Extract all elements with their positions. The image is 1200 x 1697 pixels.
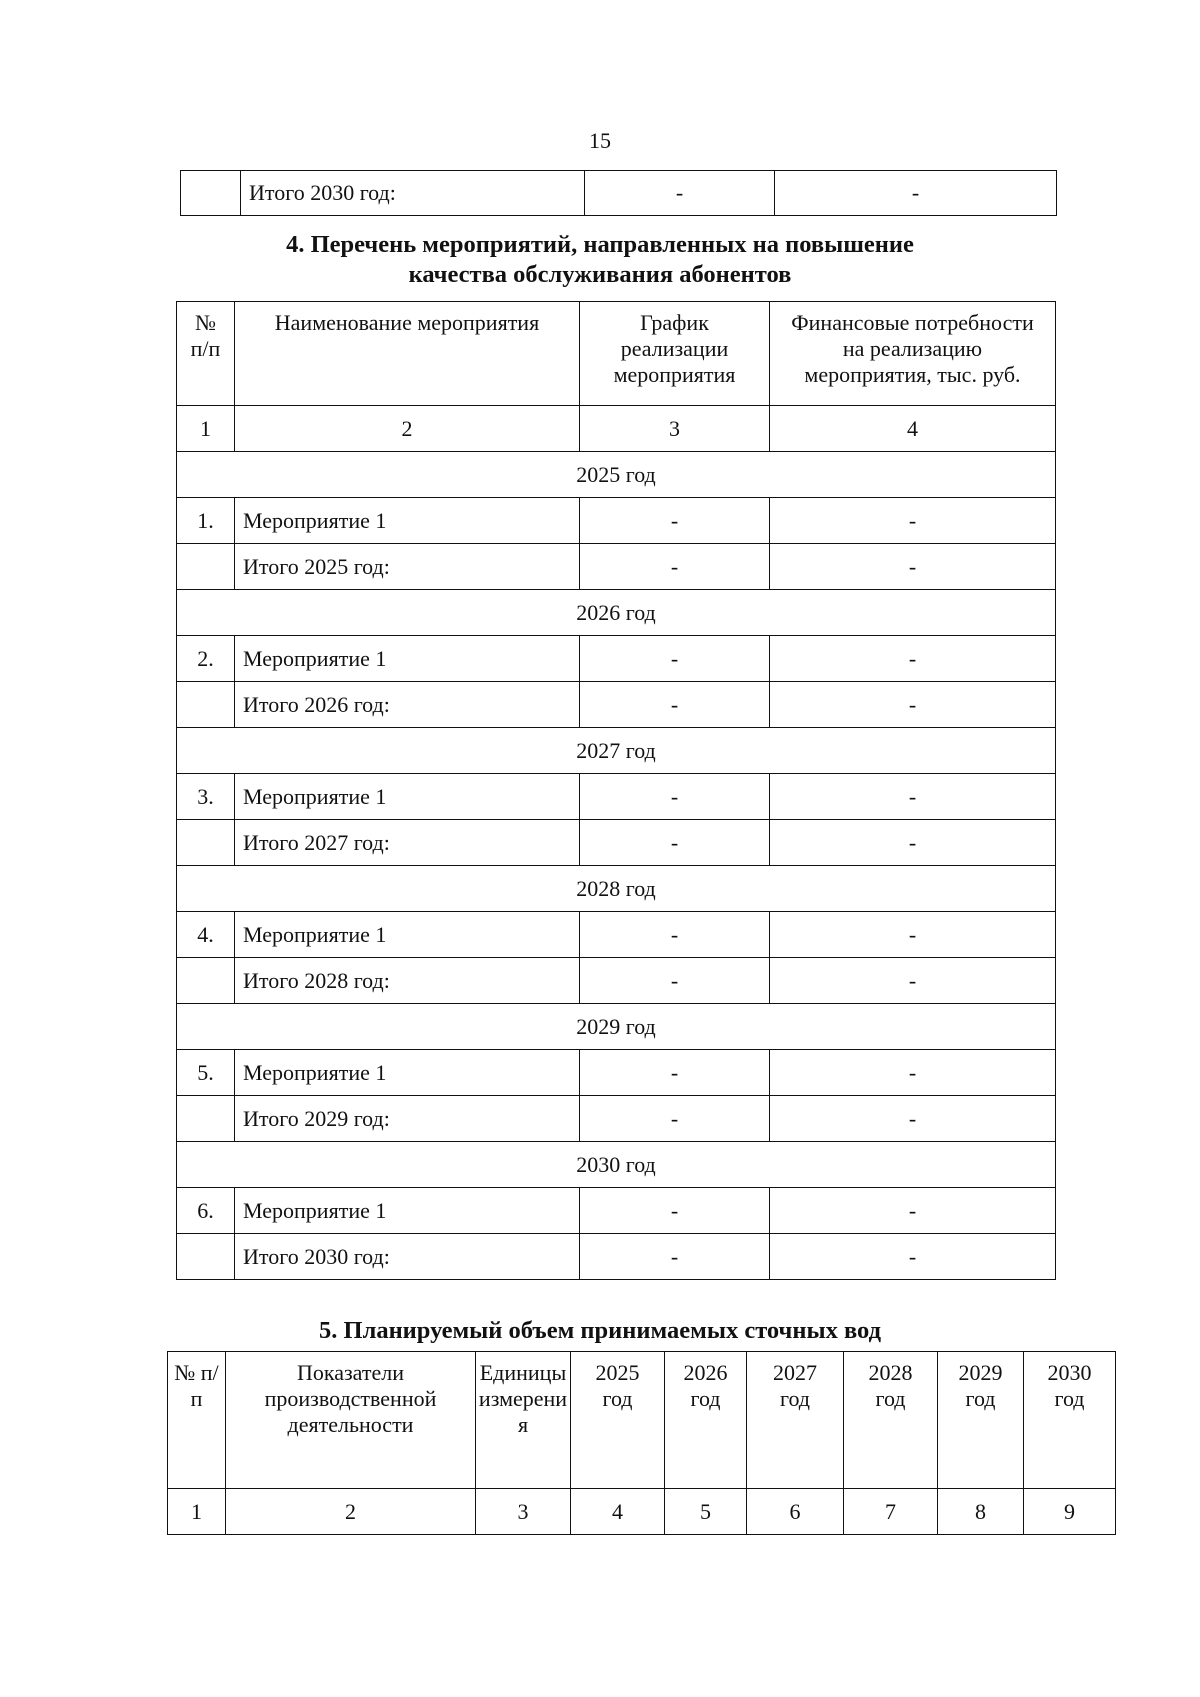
header-year: 2029 год	[938, 1352, 1024, 1489]
item-number: 4.	[177, 912, 235, 958]
item-finance: -	[770, 636, 1056, 682]
colnum: 9	[1024, 1489, 1116, 1535]
table-row	[177, 636, 1056, 682]
item-finance: -	[770, 1050, 1056, 1096]
year-row	[177, 452, 1056, 498]
year-label: 2029 год	[177, 1004, 1056, 1050]
section4-title-line2: качества обслуживания абонентов	[408, 261, 792, 288]
row-finance: -	[775, 171, 1057, 216]
item-name: Мероприятие 1	[235, 636, 580, 682]
year-row	[177, 1142, 1056, 1188]
year-label: 2025 год	[177, 452, 1056, 498]
colnum-3: 3	[580, 406, 770, 452]
colnum: 3	[476, 1489, 571, 1535]
header-year: 2028 год	[844, 1352, 938, 1489]
section5-title: 5. Планируемый объем принимаемых сточных вод	[319, 1317, 881, 1344]
year-label: 2030 год	[177, 1142, 1056, 1188]
colnum: 2	[226, 1489, 476, 1535]
year-label: 2026 год	[177, 590, 1056, 636]
total-schedule: -	[580, 682, 770, 728]
colnum: 1	[168, 1489, 226, 1535]
total-row	[177, 544, 1056, 590]
total-name: Итого 2030 год:	[235, 1234, 580, 1280]
header-num: № п/п	[177, 302, 235, 406]
header-row	[168, 1352, 1116, 1489]
header-finance: Финансовые потребности на реализацию мероприятия, тыс. руб.	[770, 302, 1056, 406]
row-schedule: -	[585, 171, 775, 216]
year-row	[177, 590, 1056, 636]
total-name: Итого 2027 год:	[235, 820, 580, 866]
item-finance: -	[770, 498, 1056, 544]
total-row	[177, 1234, 1056, 1280]
header-schedule: График реализации мероприятия	[580, 302, 770, 406]
row-name: Итого 2030 год:	[241, 171, 585, 216]
header-year: 2027 год	[747, 1352, 844, 1489]
colnum: 8	[938, 1489, 1024, 1535]
item-number: 3.	[177, 774, 235, 820]
item-number: 1.	[177, 498, 235, 544]
item-schedule: -	[580, 912, 770, 958]
header-year: 2026 год	[665, 1352, 747, 1489]
year-label: 2027 год	[177, 728, 1056, 774]
total-schedule: -	[580, 544, 770, 590]
total-schedule: -	[580, 1096, 770, 1142]
total-row	[177, 682, 1056, 728]
table-row	[181, 171, 1057, 216]
colnum-2: 2	[235, 406, 580, 452]
year-row	[177, 866, 1056, 912]
total-name: Итого 2028 год:	[235, 958, 580, 1004]
total-row	[177, 820, 1056, 866]
total-row	[177, 1096, 1056, 1142]
year-row	[177, 1004, 1056, 1050]
section4-title	[0, 230, 1200, 290]
table-row	[177, 1188, 1056, 1234]
item-number: 6.	[177, 1188, 235, 1234]
total-finance: -	[770, 1096, 1056, 1142]
item-finance: -	[770, 774, 1056, 820]
total-name: Итого 2025 год:	[235, 544, 580, 590]
carryover-table	[180, 170, 1057, 216]
column-number-row	[168, 1489, 1116, 1535]
total-finance: -	[770, 544, 1056, 590]
wastewater-table	[167, 1351, 1116, 1535]
total-number	[177, 1096, 235, 1142]
item-name: Мероприятие 1	[235, 1050, 580, 1096]
item-schedule: -	[580, 774, 770, 820]
total-name: Итого 2029 год:	[235, 1096, 580, 1142]
total-number	[177, 1234, 235, 1280]
item-schedule: -	[580, 1050, 770, 1096]
item-number: 5.	[177, 1050, 235, 1096]
total-schedule: -	[580, 820, 770, 866]
item-number: 2.	[177, 636, 235, 682]
item-name: Мероприятие 1	[235, 774, 580, 820]
column-number-row	[177, 406, 1056, 452]
total-row	[177, 958, 1056, 1004]
total-schedule: -	[580, 958, 770, 1004]
header-num: № п/п	[168, 1352, 226, 1489]
page-number: 15	[589, 128, 611, 153]
colnum: 5	[665, 1489, 747, 1535]
row-number	[181, 171, 241, 216]
item-schedule: -	[580, 636, 770, 682]
total-finance: -	[770, 958, 1056, 1004]
total-number	[177, 958, 235, 1004]
colnum: 4	[571, 1489, 665, 1535]
table-row	[177, 1050, 1056, 1096]
header-year: 2030 год	[1024, 1352, 1116, 1489]
header-year: 2025 год	[571, 1352, 665, 1489]
total-finance: -	[770, 820, 1056, 866]
total-number	[177, 820, 235, 866]
year-groups	[177, 452, 1056, 1280]
table-row	[177, 912, 1056, 958]
item-name: Мероприятие 1	[235, 498, 580, 544]
colnum-4: 4	[770, 406, 1056, 452]
year-row	[177, 728, 1056, 774]
header-row	[177, 302, 1056, 406]
colnum-1: 1	[177, 406, 235, 452]
total-name: Итого 2026 год:	[235, 682, 580, 728]
item-name: Мероприятие 1	[235, 1188, 580, 1234]
table-row	[177, 498, 1056, 544]
header-unit: Единицы измерения	[476, 1352, 571, 1489]
activities-table	[176, 301, 1056, 1280]
colnum: 7	[844, 1489, 938, 1535]
section4-title-line1: 4. Перечень мероприятий, направленных на повышение	[286, 231, 914, 258]
colnum: 6	[747, 1489, 844, 1535]
total-number	[177, 544, 235, 590]
header-indicator: Показатели производственной деятельности	[226, 1352, 476, 1489]
total-finance: -	[770, 1234, 1056, 1280]
total-schedule: -	[580, 1234, 770, 1280]
item-schedule: -	[580, 1188, 770, 1234]
total-number	[177, 682, 235, 728]
total-finance: -	[770, 682, 1056, 728]
item-name: Мероприятие 1	[235, 912, 580, 958]
year-label: 2028 год	[177, 866, 1056, 912]
item-finance: -	[770, 912, 1056, 958]
item-finance: -	[770, 1188, 1056, 1234]
item-schedule: -	[580, 498, 770, 544]
header-name: Наименование мероприятия	[235, 302, 580, 406]
table-row	[177, 774, 1056, 820]
